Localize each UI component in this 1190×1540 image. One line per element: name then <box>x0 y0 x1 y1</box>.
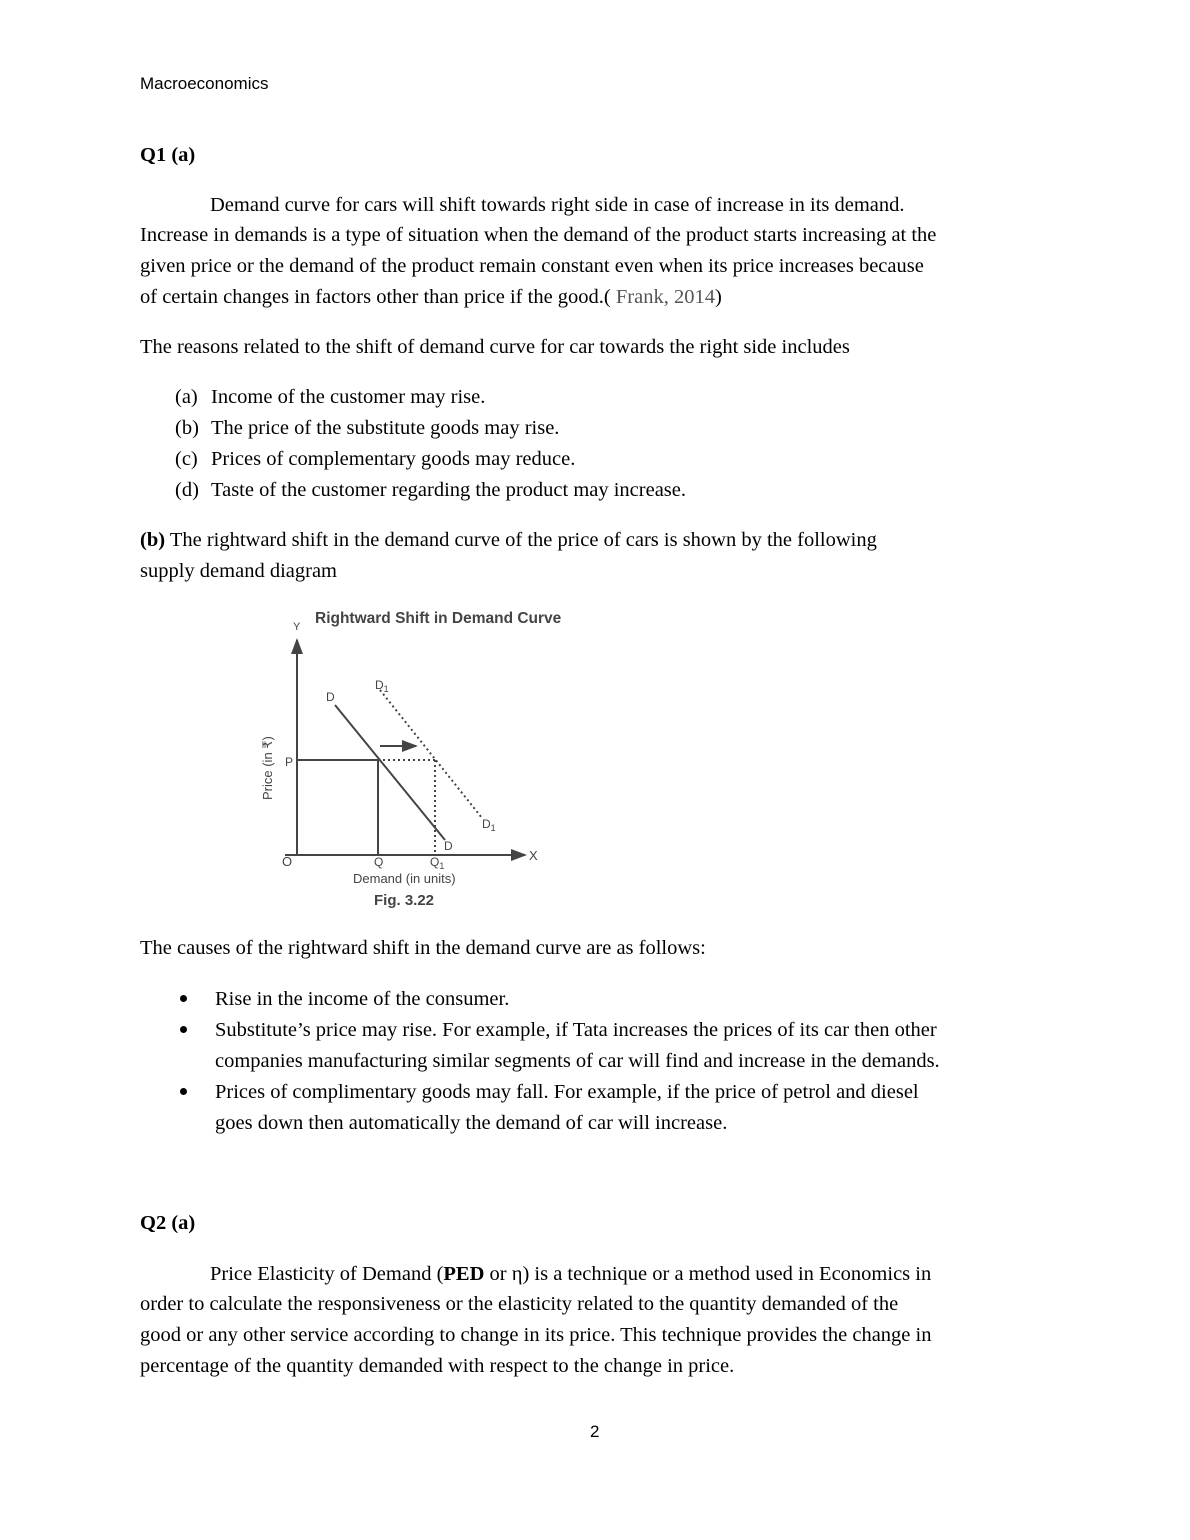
q1a-heading: Q1 (a) <box>140 144 196 166</box>
list-item: Income of the customer may rise. <box>211 386 486 408</box>
origin-label: O <box>282 854 293 869</box>
q1b-label: (b) <box>140 529 166 551</box>
q1b-line: supply demand diagram <box>140 560 337 582</box>
bullet-icon <box>180 995 187 1002</box>
y-axis-label: Y <box>293 621 301 633</box>
bullet-item-cont: companies manufacturing similar segments of car will find and increase in the demands. <box>215 1050 940 1072</box>
demand-curve-d1 <box>380 690 482 818</box>
list-marker: (a) <box>175 386 198 408</box>
bullet-item: Prices of complimentary goods may fall. For example, if the price of petrol and diesel <box>215 1081 919 1103</box>
q1-label: $Q_1$ <box>430 855 445 871</box>
causes-intro: The causes of the rightward shift in the demand curve are as follows: <box>140 937 706 959</box>
demand-axis-title: Demand (in units) <box>353 871 456 886</box>
demand-shift-figure <box>250 600 610 915</box>
p-label: P <box>285 755 294 769</box>
bullet-icon <box>180 1088 187 1095</box>
list-item: Taste of the customer regarding the product may increase. <box>211 479 687 501</box>
d1-label-bottom: $D_1$ <box>482 817 496 833</box>
ped-abbrev: PED <box>443 1263 485 1285</box>
reasons-intro: The reasons related to the shift of demand curve for car towards the right side includes <box>140 336 850 358</box>
bullet-icon <box>180 1026 187 1033</box>
paragraph-line: percentage of the quantity demanded with respect to the change in price. <box>140 1355 735 1377</box>
demand-curve-d <box>335 705 445 840</box>
d-label-top: D <box>326 690 335 704</box>
running-header: Macroeconomics <box>140 74 269 93</box>
q1b-line <box>140 528 877 552</box>
d1-label-top: $D_1$ <box>375 678 389 694</box>
q1b-text: The rightward shift in the demand curve of the price of cars is shown by the following <box>165 529 877 551</box>
paragraph-line <box>140 285 722 309</box>
citation-close: ) <box>714 286 722 308</box>
q-label: Q <box>374 855 384 869</box>
list-marker: (d) <box>175 479 199 501</box>
figure-caption: Fig. 3.22 <box>374 892 435 909</box>
bullet-item-cont: goes down then automatically the demand of car will increase. <box>215 1112 728 1134</box>
list-marker: (b) <box>175 417 199 439</box>
bullet-item: Substitute’s price may rise. For example, if Tata increases the prices of its car then other <box>215 1019 937 1041</box>
d-label-bottom: D <box>444 839 453 853</box>
paragraph-line: Increase in demands is a type of situation when the demand of the product starts increasing at the <box>140 224 937 246</box>
paragraph-line: given price or the demand of the product remain constant even when its price increases because <box>140 255 924 277</box>
price-axis-title: Price (in ₹) <box>260 736 275 800</box>
paragraph-line: Demand curve for cars will shift towards right side in case of increase in its demand. <box>210 194 905 216</box>
paragraph-text: of certain changes in factors other than price if the good.( <box>140 286 616 308</box>
paragraph-line: good or any other service according to change in its price. This technique provides the change in <box>140 1324 932 1346</box>
q2a-heading: Q2 (a) <box>140 1212 196 1234</box>
list-item: Prices of complementary goods may reduce. <box>211 448 576 470</box>
list-marker: (c) <box>175 448 198 470</box>
figure-title: Rightward Shift in Demand Curve <box>315 610 562 627</box>
bullet-item: Rise in the income of the consumer. <box>215 988 510 1010</box>
list-item: The price of the substitute goods may rise. <box>211 417 560 439</box>
x-axis-label: X <box>529 848 538 863</box>
paragraph-line: order to calculate the responsiveness or the elasticity related to the quantity demanded of the <box>140 1293 899 1315</box>
citation: Frank, 2014 <box>615 286 715 308</box>
paragraph-line: Price Elasticity of Demand (PED or η) is a technique or a method used in Economics in <box>210 1263 932 1285</box>
page-number: 2 <box>590 1422 600 1441</box>
